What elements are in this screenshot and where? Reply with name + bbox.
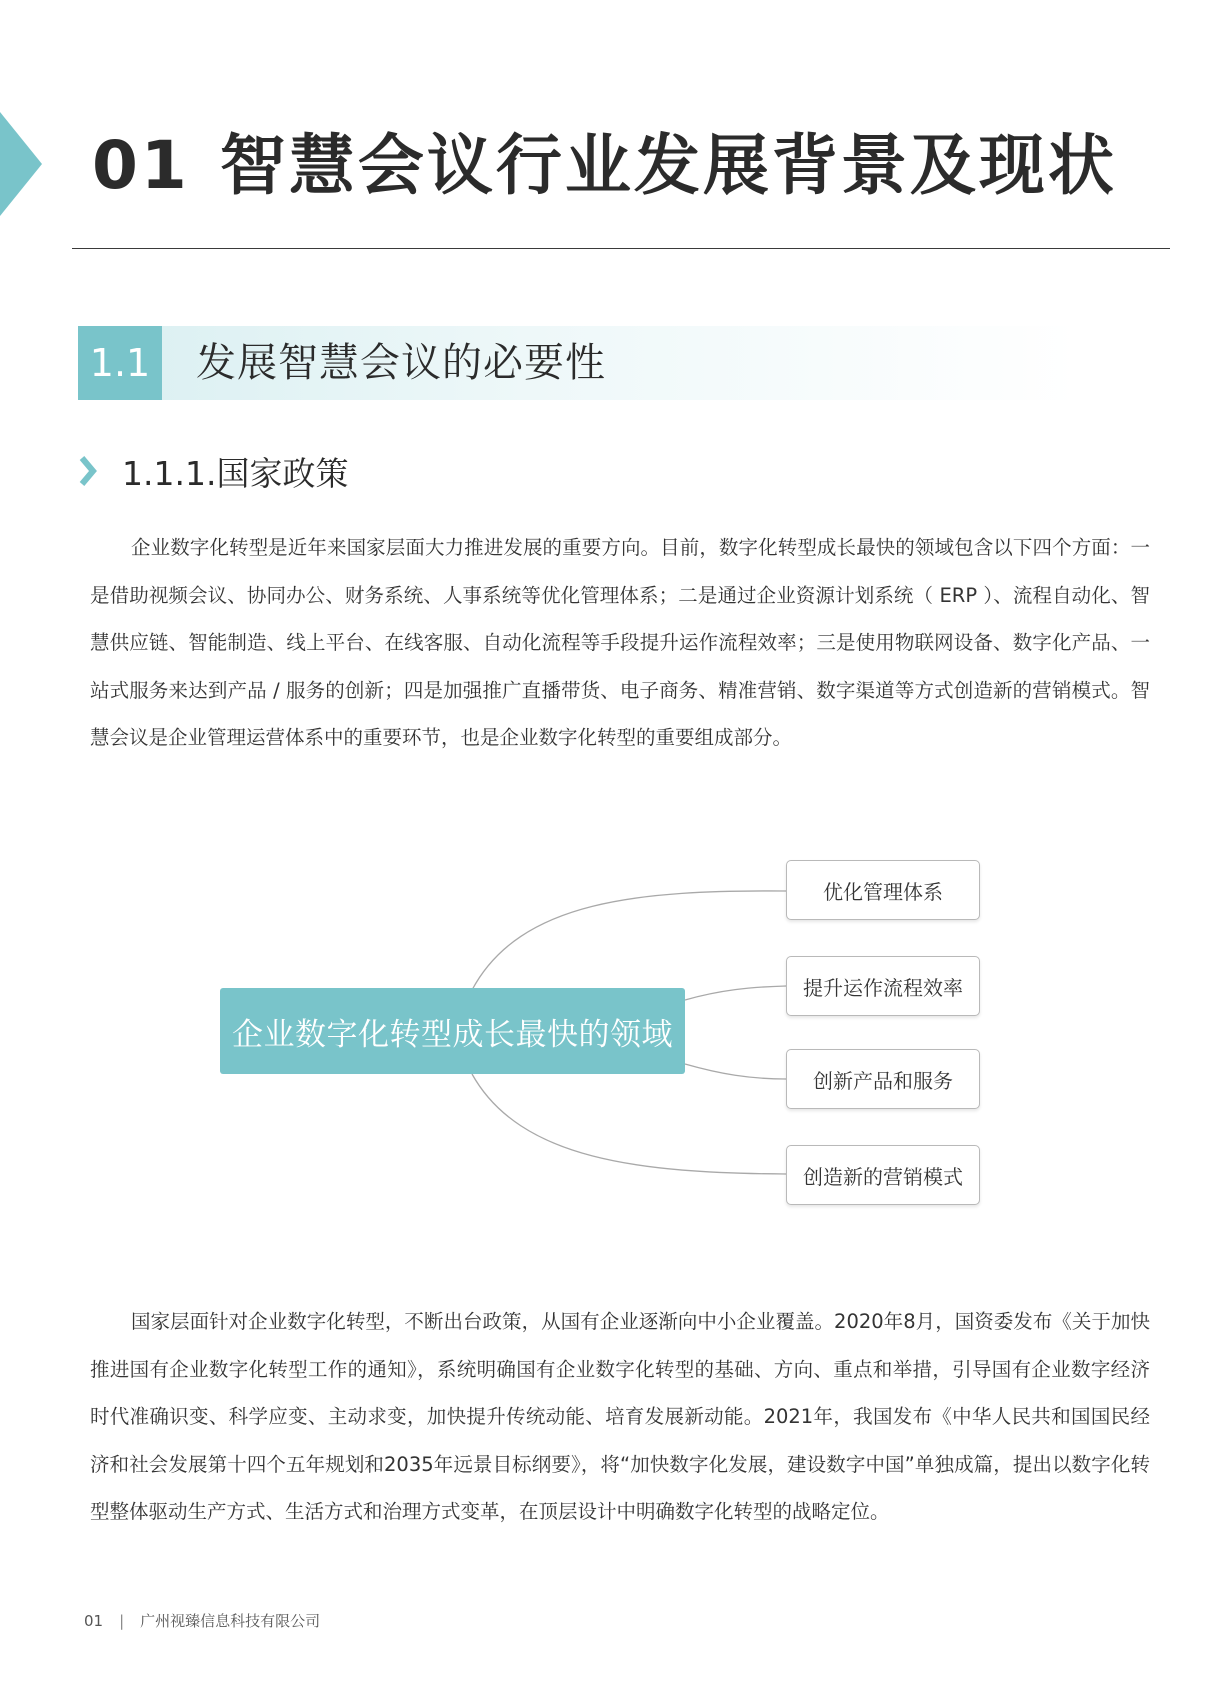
connector-line-4 bbox=[472, 1074, 786, 1174]
mindmap-leaf-node: 提升运作流程效率 bbox=[786, 956, 980, 1016]
chapter-number: 01 bbox=[92, 127, 190, 204]
mindmap-leaf-node: 创造新的营销模式 bbox=[786, 1145, 980, 1205]
connector-line-3 bbox=[685, 1064, 786, 1079]
body-paragraph-1: 企业数字化转型是近年来国家层面大力推进发展的重要方向。目前，数字化转型成长最快的领域包含以下四个方面：一是借助视频会议、协同办公、财务系统、人事系统等优化管理体系；二是通过企业资源计划系统（ ERP ）、流程自动化、智慧供应链、智能制造、线上平台、在线客服、自动化流程等手段提升运作流程效率；三是使用物联网设备、数字化产品、一站式服务来达到产品 / 服务的创新；四是加强推广直播带货、电子商务、精准营销、数字渠道等方式创造新的营销模式。智慧会议是企业管理运营体系中的重要环节，也是企业数字化转型的重要组成部分。 bbox=[90, 536, 1150, 749]
chapter-title bbox=[92, 118, 1117, 214]
subsection-title: 1.1.1.国家政策 bbox=[122, 453, 349, 493]
corner-arrow-icon bbox=[0, 112, 42, 216]
mindmap-diagram bbox=[0, 840, 1232, 1220]
section-number: 1.1 bbox=[78, 326, 162, 400]
page-footer bbox=[84, 1610, 320, 1631]
footer-separator: | bbox=[119, 1611, 125, 1630]
chapter-divider bbox=[72, 248, 1170, 249]
mindmap-center-node: 企业数字化转型成长最快的领域 bbox=[220, 988, 685, 1074]
chapter-title-text: 智慧会议行业发展背景及现状 bbox=[219, 127, 1117, 204]
body-paragraph-2: 国家层面针对企业数字化转型，不断出台政策，从国有企业逐渐向中小企业覆盖。2020年8月，国资委发布《关于加快推进国有企业数字化转型工作的通知》，系统明确国有企业数字化转型的基础、方向、重点和举措，引导国有企业数字经济时代准确识变、科学应变、主动求变，加快提升传统动能、培育发展新动能。2021年，我国发布《中华人民共和国国民经济和社会发展第十四个五年规划和2035年远景目标纲要》，将“加快数字化发展，建设数字中国”单独成篇，提出以数字化转型整体驱动生产方式、生活方式和治理方式变革，在顶层设计中明确数字化转型的战略定位。 bbox=[90, 1310, 1150, 1523]
section-title: 发展智慧会议的必要性 bbox=[196, 340, 606, 386]
mindmap-leaf-node: 创新产品和服务 bbox=[786, 1049, 980, 1109]
connector-line-1 bbox=[472, 891, 786, 990]
company-name: 广州视臻信息科技有限公司 bbox=[140, 1612, 321, 1630]
chevron-right-icon bbox=[78, 454, 98, 488]
section-header bbox=[78, 326, 1078, 400]
page-number: 01 bbox=[84, 1611, 104, 1630]
mindmap-leaf-node: 优化管理体系 bbox=[786, 860, 980, 920]
connector-line-2 bbox=[685, 986, 786, 1000]
subsection-header bbox=[78, 446, 348, 496]
